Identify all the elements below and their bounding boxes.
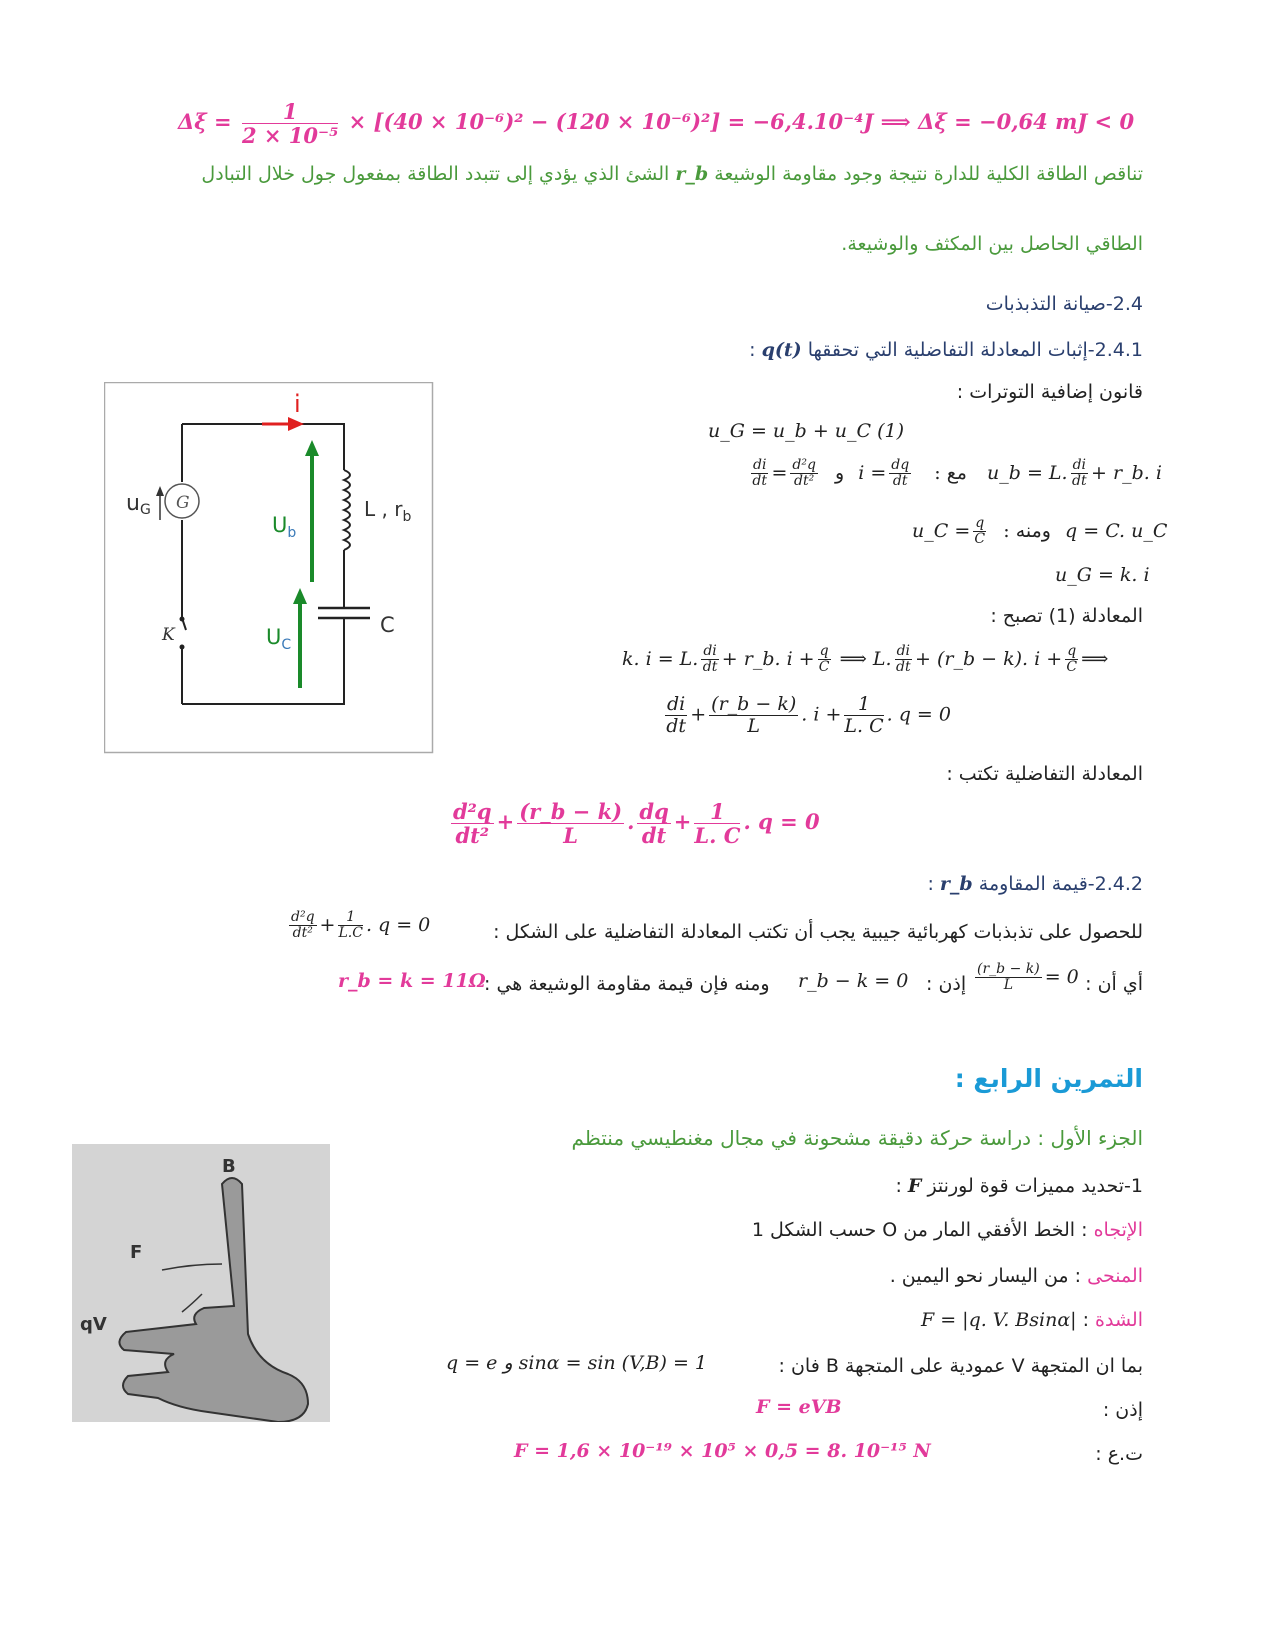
question-1: 1-تحديد مميزات قوة لورنتز F :	[895, 1175, 1143, 1197]
equation-3: u_C = $\frac{q}{C}$ : ومنه q = C. u_C	[912, 515, 1168, 548]
direction-line: الإتجاه : الخط الأفقي المار من O حسب الشكل 1	[751, 1219, 1143, 1241]
circuit-diagram	[104, 382, 434, 754]
becomes-text: المعادلة (1) تصبح :	[990, 605, 1143, 627]
then-equation: r_b − k = 0	[798, 970, 909, 992]
ug-label: uG	[126, 491, 151, 518]
energy-formula	[178, 100, 1134, 147]
section-heading-2-4: 2.4-صيانة التذبذبات	[985, 293, 1143, 315]
since-line: بما ان المتجهة V عمودية على المتجهة B فان :	[778, 1355, 1143, 1377]
then-label: إذن :	[926, 973, 967, 995]
hand-label-B: B	[222, 1156, 236, 1177]
equation-5: k. i = L. $\frac{di}{dt}$ + r_b. i + $\frac{q}{C}$ ⟹ L. $\frac{di}{dt}$ + (r_b − k). i + $\frac{q}{C}$ ⟹	[622, 643, 1109, 676]
uc-label: $U_C$	[266, 625, 292, 653]
energy-explanation-line1: تناقص الطاقة الكلية للدارة نتيجة وجود مقاومة الوشيعة r_b الشئ الذي يؤدي إلى تتبدد الطاقة بمفعول جول خلال التبادل	[201, 163, 1143, 185]
numeric-label: ت.ع :	[1095, 1443, 1143, 1465]
that-is-equation: $\frac{(r\_b - k)}{L}$ = 0	[977, 961, 1079, 994]
exercise-title: التمرين الرابع :	[954, 1064, 1143, 1093]
energy-fraction: $\frac{1}{\text{2 × 10⁻⁵}}$	[241, 99, 339, 149]
so-equation: F = eVB	[756, 1396, 842, 1418]
right-hand-rule-figure	[72, 1144, 330, 1422]
final-differential-equation: $\frac{\text{d²q}}{\text{dt²}}$ + $\frac{(r\_b - k)}{L}$ . $\frac{dq}{dt}$ + $\frac{1}{L. C}$ . q = 0	[453, 799, 820, 849]
numeric-equation: F = 1,6 × 10⁻¹⁹ × 10⁵ × 0,5 = 8. 10⁻¹⁵ N	[514, 1440, 931, 1462]
switch-label: K	[162, 625, 175, 645]
energy-lhs: Δξ =	[178, 109, 232, 135]
rb-symbol: r_b	[675, 163, 709, 185]
that-is-label: أي أن :	[1085, 973, 1143, 995]
subheading-2-4-1: 2.4.1-إثبات المعادلة التفاضلية التي تحققها q(t) :	[749, 339, 1143, 361]
equation-1: u_G = u_b + u_C (1)	[708, 420, 905, 442]
ub-label: $U_b$	[272, 513, 297, 541]
equation-2: $\frac{di}{dt}$ = $\frac{\text{d²q}}{\text{dt²}}$ و i = $\frac{dq}{dt}$ : مع u_b = L. $\frac{di}{dt}$ + r_b. i	[752, 457, 1162, 490]
part-one-heading: الجزء الأول : دراسة حركة دقيقة مشحونة في مجال مغنطيسي منتظم	[571, 1126, 1143, 1150]
hand-label-F: F	[130, 1242, 143, 1263]
subheading-2-4-2: 2.4.2-قيمة المقاومة r_b :	[927, 873, 1143, 895]
magnitude-line: الشدة : F = |q. V. Bsinα|	[920, 1309, 1143, 1331]
equation-6: $\frac{di}{dt}$ + $\frac{(r\_b - k)}{L}$ . i + $\frac{1}{L. C}$ . q = 0	[666, 693, 951, 737]
coil-label: L , $r_b$	[364, 497, 412, 525]
value-text: ومنه فإن قيمة مقاومة الوشيعة هي :	[484, 973, 770, 995]
generator-label: G	[176, 493, 190, 513]
energy-rest: × [(40 × 10⁻⁶)² − (120 × 10⁻⁶)²] = −6,4.10⁻⁴J ⟹ Δξ = −0,64 mJ < 0	[348, 109, 1135, 135]
sense-line: المنحى : من اليسار نحو اليمين .	[889, 1265, 1143, 1287]
so-label: إذن :	[1102, 1399, 1143, 1421]
value-result: r_b = k = 11Ω	[338, 970, 486, 992]
current-label: i	[294, 390, 301, 418]
capacitor-label: C	[380, 613, 395, 637]
condition-text: للحصول على تذبذبات كهربائية جيبية يجب أن تكتب المعادلة التفاضلية على الشكل :	[493, 921, 1143, 943]
written-text: المعادلة التفاضلية تكتب :	[946, 763, 1143, 785]
condition-equation: $\frac{\text{d²q}}{\text{dt²}}$ + $\frac{1}{L.C}$ . q = 0	[291, 909, 431, 942]
hand-label-qV: qV	[80, 1314, 107, 1335]
energy-explanation-line2: الطاقي الحاصل بين المكثف والوشيعة.	[841, 233, 1143, 255]
since-equation: q = e و sinα = sin (V,B) = 1	[446, 1352, 707, 1374]
law-text: قانون إضافية التوترات :	[956, 381, 1143, 403]
equation-4: u_G = k. i	[1055, 564, 1150, 586]
